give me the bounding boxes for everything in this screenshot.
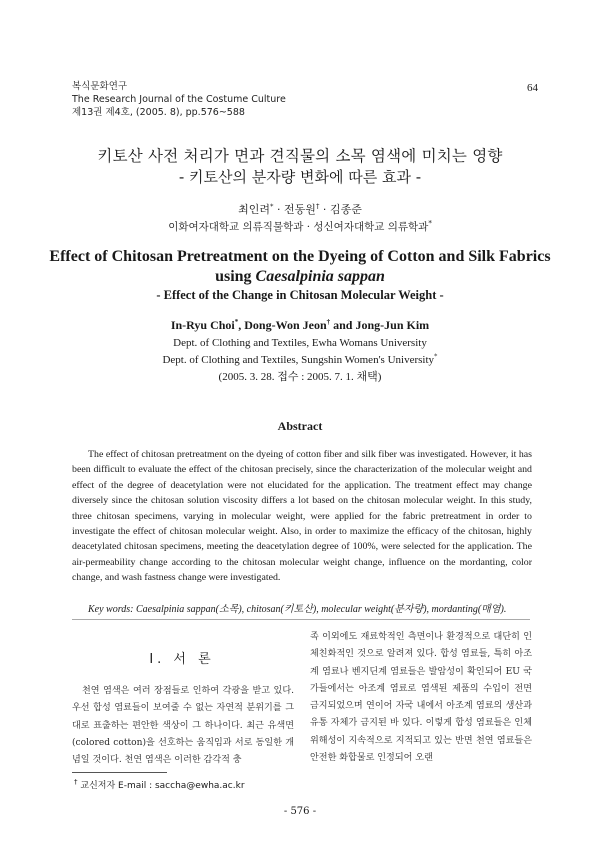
affiliation-2-text: Dept. of Clothing and Textiles, Sungshin Women's University (162, 354, 435, 366)
english-authors: In-Ryu Choi*, Dong-Won Jeon† and Jong-Jun Kim (170, 318, 430, 332)
abstract-body: The effect of chitosan pretreatment on the dyeing of cotton fiber and silk fiber was investigated. However, it has been difficult to evaluate the effect of the chitosan precisely, since the characterization of the molecular weight and effect of the degree of deacetylation were not elucidated for the application. The treatment effect may change diversely since the chitosan solution viscosity differs a lot based on the chitosan molecular weight. In this study, three chitosan specimens, varying in molecular weight, were applied for the fabric pretreatment in order to investigate the effect of chitosan molecular weight. Also, in order to maximize the efficacy of the chitosan, highly deacetylated chitosan specimens, meeting the deacetylation degree of 100%, were selected for the application. The air-permeability change according to the chitosan molecular weight change, influence on the mordanting, color change, and wash fastness change were investigated. (72, 449, 532, 584)
korean-affiliation-text: 이화여자대학교 의류직물학과 · 성신여자대학교 의류학과 (168, 221, 429, 233)
section-heading-introduction: Ⅰ. 서 론 (149, 652, 215, 667)
english-title-prefix: using (215, 268, 256, 285)
author-1-mark: * (234, 318, 239, 326)
page-number-bottom: - 576 - (283, 806, 317, 817)
journal-name-en: The Research Journal of the Costume Culture (72, 94, 286, 105)
author-1: In-Ryu Choi (170, 318, 235, 332)
english-subtitle: - Effect of the Change in Chitosan Molecular Weight - (156, 288, 444, 302)
body-column-left: 천연 염색은 여러 장점들로 인하여 각광을 받고 있다. 우선 합성 염료들이 보여줄 수 없는 자연적 분위기를 그대로 표출하는 편안한 색상이 그 하나이다. 최근 유색면(colored cotton)을 선호하는 움직임과 서로 동일한 개념일 것이다. 천연 염색은 이러한 감각적 충 (72, 686, 294, 766)
korean-author-mark-2: † (315, 202, 320, 211)
english-title (0, 247, 600, 287)
affiliation-2-mark: * (434, 352, 438, 361)
body-column-right: 족 이외에도 재료학적인 측면이나 환경적으로 대단히 인체친화적인 것으로 알려져 있다. 합성 염료들, 특히 아조계 염료나 벤지딘계 염료들은 발암성이 확인되어 EU 국가들에서는 아조계 염료로 염색된 제품의 수입이 전면 금지되었으며 연이어 자국 내에서 아조계 염료의 생산과 유통 자체가 금지된 바 있다. 이렇게 합성 염료들은 인체 위해성이 지속적으로 지적되고 있는 반면 천연 염료들은 안전한 화합물로 인정되어 오랜 (310, 632, 532, 764)
english-title-line1: Effect of Chitosan Pretreatment on the Dyeing of Cotton and Silk Fabrics (49, 248, 551, 265)
korean-author-mark-1: * (270, 202, 274, 211)
section-divider (72, 619, 530, 620)
korean-author-3: 김종준 (329, 203, 362, 216)
abstract-heading: Abstract (277, 419, 323, 433)
english-title-species: Caesalpinia sappan (255, 268, 385, 285)
author-2: Dong-Won Jeon (244, 318, 327, 332)
korean-authors-text: 최인려* · 전동원† · 김종준 (238, 202, 362, 216)
author-3: and Jong-Jun Kim (333, 318, 430, 332)
korean-affiliation (0, 219, 600, 234)
english-affiliations (0, 335, 600, 386)
received-dates: (2005. 3. 28. 접수 : 2005. 7. 1. 채택) (218, 371, 382, 383)
footnote-rule (72, 772, 167, 773)
affiliation-1: Dept. of Clothing and Textiles, Ewha Womans University (173, 337, 427, 349)
page-number-top: 64 (527, 82, 538, 94)
journal-name-ko: 복식문화연구 (72, 81, 128, 92)
korean-author-1: 최인려 (238, 203, 271, 216)
volume-info: 제13권 제4호, (2005. 8), pp.576~588 (72, 107, 245, 118)
english-title-line2 (0, 267, 600, 287)
korean-subtitle: - 키토산의 분자량 변화에 따른 효과 - (178, 168, 422, 186)
affiliation-2 (0, 352, 600, 369)
footnote-text: 교신저자 E-mail : saccha@ewha.ac.kr (80, 781, 245, 791)
korean-title: 키토산 사전 처리가 면과 견직물의 소목 염색에 미치는 영향 (97, 147, 503, 165)
footnote-mark: † (74, 778, 78, 786)
author-2-mark: † (326, 318, 331, 326)
keywords: Key words: Caesalpinia sappan(소목), chitosan(키토산), molecular weight(분자량), mordanting(매염). (88, 604, 507, 615)
korean-affiliation-mark: * (428, 219, 432, 228)
korean-author-2: 전동원 (284, 203, 316, 216)
journal-header (72, 80, 286, 119)
korean-authors (0, 201, 600, 217)
footnote (74, 778, 245, 791)
